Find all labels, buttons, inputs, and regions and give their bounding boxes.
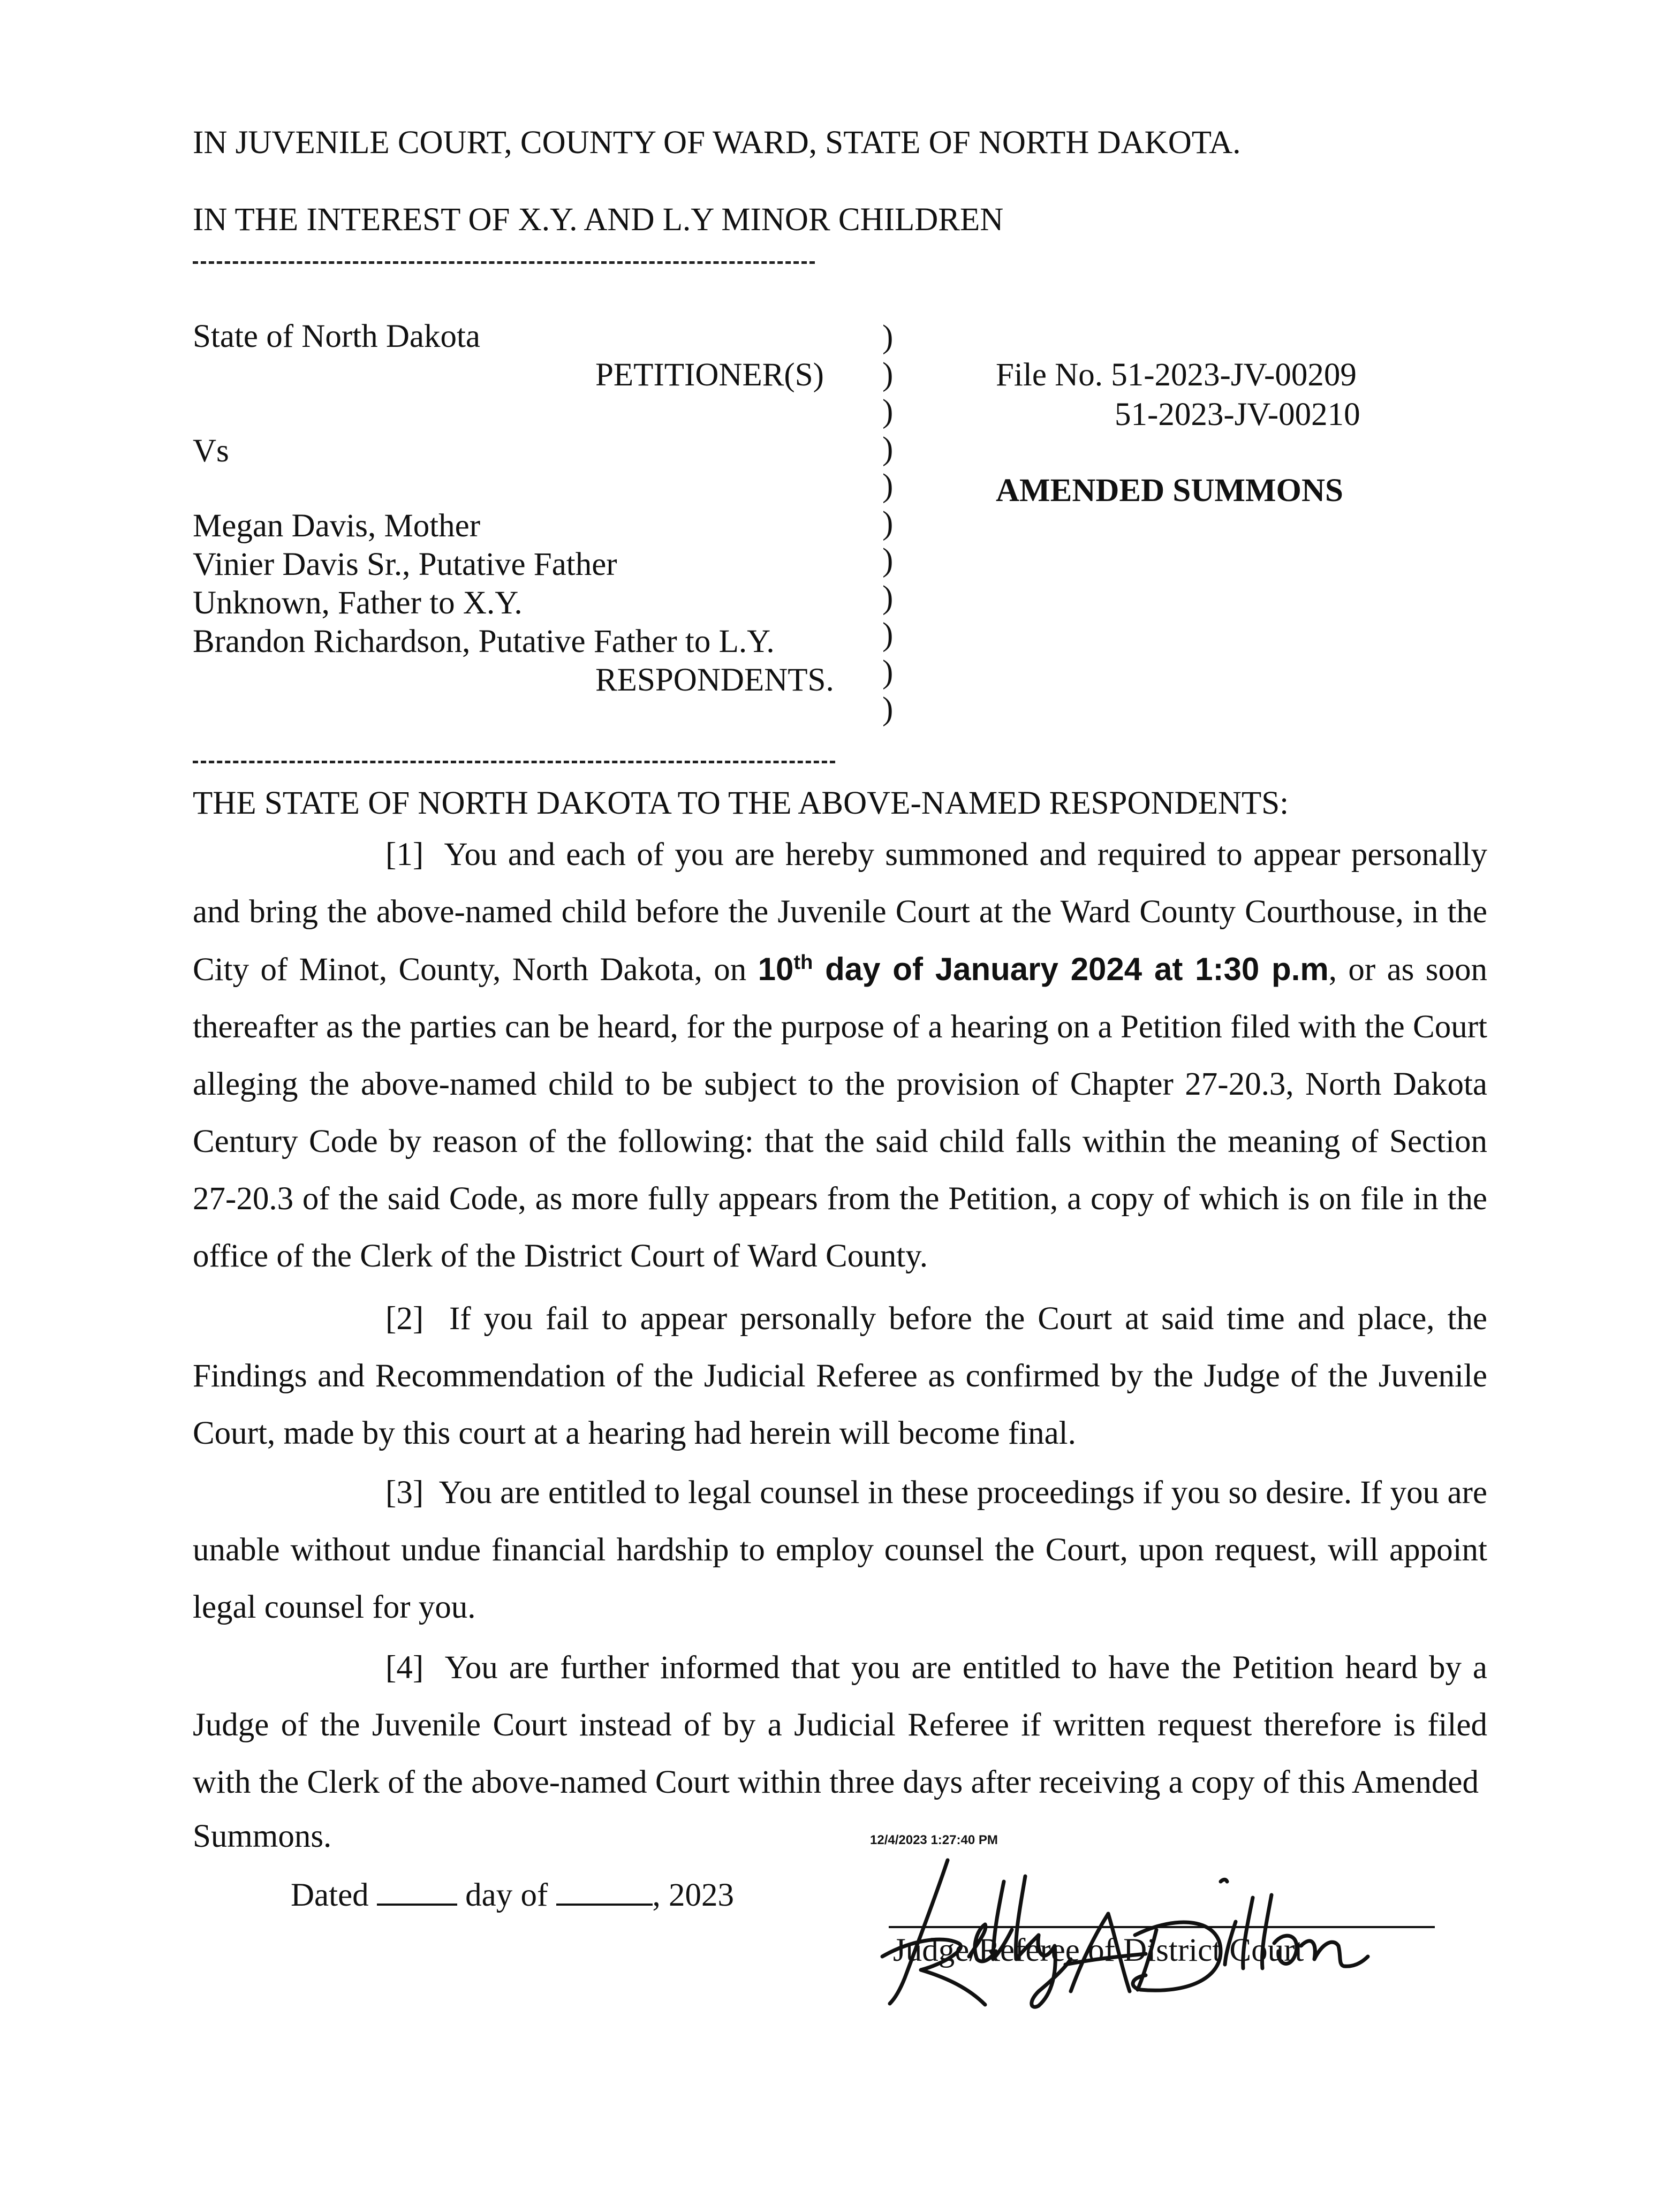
- petitioner-label: PETITIONER(S): [595, 357, 824, 393]
- file-number-label: [996, 359, 1357, 391]
- respondent-item: Vinier Davis Sr., Putative Father: [193, 547, 617, 582]
- court-heading: IN JUVENILE COURT, COUNTY OF WARD, STATE OF NORTH DAKOTA.: [193, 125, 1241, 161]
- paragraph-4-last-word: Summons.: [193, 1818, 332, 1854]
- address-line: THE STATE OF NORTH DAKOTA TO THE ABOVE-NAMED RESPONDENTS:: [193, 785, 1289, 821]
- dated-label: Dated: [291, 1877, 369, 1913]
- paragraph-text: If you fail to appear personally before the Court at said time and place, the Findings and Recommendation of the Judicial Referee as confirmed by the Judge of the Juvenile Court, made by this court at a hearing had herein will become final.: [193, 1301, 1488, 1451]
- paragraph-number: [2]: [385, 1301, 424, 1337]
- file-number: 51-2023-JV-00210: [1115, 397, 1360, 433]
- file-no-label: File No.: [996, 357, 1103, 393]
- signature-timestamp: 12/4/2023 1:27:40 PM: [870, 1833, 998, 1847]
- paragraph-number: [4]: [385, 1650, 424, 1686]
- signer-title: Judge/Referee of District Court: [893, 1932, 1304, 1968]
- handwritten-signature: [878, 1849, 1429, 2010]
- paragraph-text: You are entitled to legal counsel in these proceedings if you so desire. If you are unable without undue financial hardship to employ counsel the Court, upon request, will appoint legal counsel for you.: [193, 1475, 1487, 1625]
- respondent-item: Unknown, Father to X.Y.: [193, 585, 523, 621]
- caption-parentheses: ) ) ) ) ) ) ) ) ) ) ): [882, 319, 894, 727]
- hearing-day-suffix: th: [793, 951, 813, 974]
- interest-heading: IN THE INTEREST OF X.Y. AND L.Y MINOR CHILDREN: [193, 202, 1004, 238]
- year-text: , 2023: [652, 1877, 735, 1913]
- header-divider: [193, 261, 815, 264]
- respondents-label: RESPONDENTS.: [595, 662, 834, 698]
- hearing-date-time: day of January 2024 at 1:30 p.m: [825, 951, 1329, 987]
- day-blank: [377, 1898, 457, 1906]
- paragraph-3: [193, 1464, 1487, 1636]
- versus-label: Vs: [193, 433, 229, 469]
- paragraph-4: [193, 1639, 1487, 1811]
- caption-divider: [193, 761, 835, 763]
- document-title: AMENDED SUMMONS: [996, 473, 1343, 509]
- hearing-day: 10: [758, 951, 794, 987]
- month-blank: [556, 1898, 653, 1906]
- day-of-label: day of: [465, 1877, 548, 1913]
- paragraph-1: [193, 826, 1487, 1285]
- paragraph-text: You and each of you are hereby summoned and required to appear personally and bring the above-named child before the Juvenile Court at the Ward County Courthouse, in the City of Minot, County, North Dakota, on: [193, 837, 1487, 988]
- paragraph-2: [193, 1290, 1487, 1462]
- respondent-item: Megan Davis, Mother: [193, 508, 481, 544]
- petitioner-name: State of North Dakota: [193, 319, 480, 354]
- respondent-item: Brandon Richardson, Putative Father to L.Y.: [193, 624, 775, 659]
- dated-line: [291, 1879, 734, 1912]
- paragraph-text: , or as soon thereafter as the parties can be heard, for the purpose of a hearing on a Petition filed with the Court alleging the above-named child to be subject to the provision of Chapter 27-20.3, North Dakota Century Code by reason of the following: that the said child falls within the meaning of Section 27-20.3 of the said Code, as more fully appears from the Petition, a copy of which is on file in the office of the Clerk of the District Court of Ward County.: [193, 952, 1488, 1274]
- paragraph-number: [1]: [385, 837, 424, 873]
- file-number: 51-2023-JV-00209: [1111, 357, 1357, 393]
- hearing-date: [758, 951, 1329, 987]
- paragraph-text: You are further informed that you are entitled to have the Petition heard by a Judge of the Juvenile Court instead of by a Judicial Referee if written request therefore is filed with the Clerk of the above-named Court within three days after receiving a copy of this Amended: [193, 1650, 1487, 1800]
- paragraph-number: [3]: [385, 1475, 424, 1511]
